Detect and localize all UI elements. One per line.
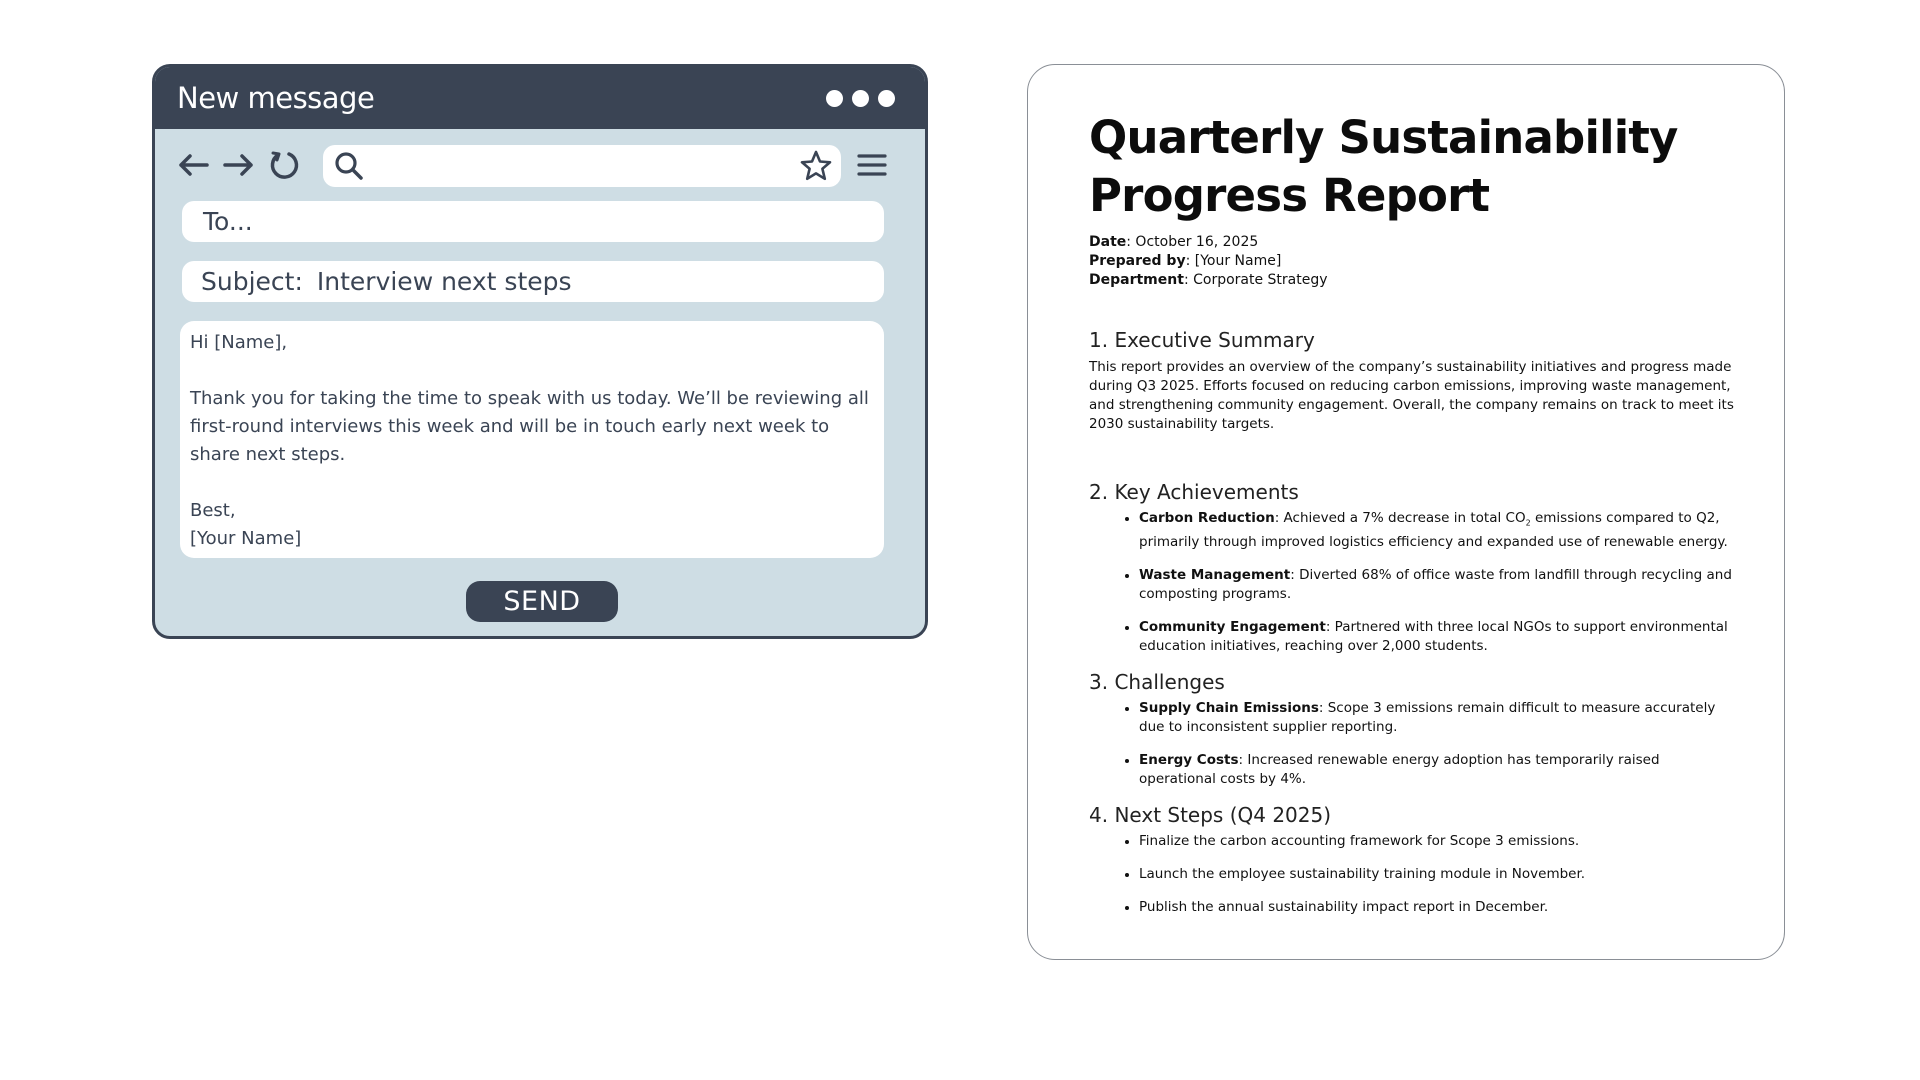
subject-label: Subject: — [201, 267, 303, 296]
forward-arrow-icon[interactable] — [219, 146, 257, 184]
body-signature: [Your Name] — [190, 528, 302, 549]
window-title: New message — [177, 81, 375, 115]
list-item — [1139, 509, 1739, 552]
meta-label: Department — [1089, 272, 1184, 288]
meta-date — [1089, 233, 1739, 252]
subject-field[interactable] — [182, 261, 884, 302]
message-body[interactable] — [180, 321, 884, 558]
to-field[interactable] — [182, 201, 884, 242]
item-text: emissions compared to Q2, primarily through improved logistics efficiency and expanded use of renewable energy. — [1139, 510, 1728, 550]
meta-value: : Corporate Strategy — [1183, 272, 1328, 288]
subject-value: Interview next steps — [316, 267, 572, 296]
challenges-list — [1089, 699, 1739, 789]
list-item: • Publish the annual sustainability impact report in December. — [1139, 898, 1739, 917]
list-item — [1139, 566, 1739, 604]
subscript: 2 — [1525, 518, 1531, 528]
email-compose-window — [152, 64, 928, 639]
summary-text: This report provides an overview of the company’s sustainability initiatives and progress made during Q3 2025. Efforts focused on reducing carbon emissions, improving waste management, and strengthening community engagement. Overall, the company remains on track to meet its 2030 sustainability targets. — [1089, 359, 1734, 432]
section-heading-summary: 1. Executive Summary — [1089, 328, 1315, 352]
refresh-icon[interactable] — [265, 146, 303, 184]
dot — [878, 90, 895, 107]
item-text: : Scope 3 emissions remain difficult to measure accurately due to inconsistent supplier reporting. — [1139, 699, 1716, 735]
section-heading-achievements: 2. Key Achievements — [1089, 480, 1299, 504]
item-label: Carbon Reduction — [1139, 510, 1275, 526]
list-item — [1139, 618, 1739, 656]
achievements-list — [1089, 509, 1739, 656]
browser-toolbar — [175, 144, 911, 188]
item-label: Community Engagement — [1139, 618, 1326, 635]
section-heading-next-steps: 4. Next Steps (Q4 2025) — [1089, 802, 1332, 827]
send-button[interactable]: SEND — [466, 581, 618, 622]
meta-prepared-by — [1089, 252, 1739, 271]
list-item — [1139, 751, 1739, 789]
item-text: : Increased renewable energy adoption has temporarily raised operational costs by 4%. — [1139, 751, 1660, 787]
item-text: : Achieved a 7% decrease in total CO — [1274, 510, 1526, 526]
next-steps-list — [1089, 832, 1739, 917]
meta-value: : October 16, 2025 — [1126, 234, 1259, 250]
report-document — [1027, 64, 1785, 960]
search-icon[interactable] — [333, 150, 365, 182]
dot — [852, 90, 869, 107]
to-placeholder: To... — [203, 207, 253, 236]
report-meta — [1089, 233, 1739, 290]
item-text: : Partnered with three local NGOs to support environmental education initiatives, reaching over 2,000 students. — [1139, 618, 1728, 654]
address-bar[interactable] — [323, 145, 841, 187]
menu-icon[interactable] — [855, 149, 889, 181]
meta-department — [1089, 271, 1739, 290]
body-paragraph: Thank you for taking the time to speak with us today. We’ll be reviewing all first-round interviews this week and will be in touch early next week to share next steps. — [190, 388, 869, 465]
title-bar — [155, 67, 925, 129]
meta-value: : [Your Name] — [1185, 253, 1282, 269]
meta-label: Prepared by — [1089, 253, 1186, 269]
report-title: Quarterly Sustainability Progress Report — [1089, 111, 1678, 222]
section-heading-challenges: 3. Challenges — [1089, 669, 1225, 694]
item-text: : Diverted 68% of office waste from landfill through recycling and composting programs. — [1139, 566, 1732, 602]
star-icon[interactable] — [799, 149, 833, 183]
list-item: • Finalize the carbon accounting framework for Scope 3 emissions. — [1139, 832, 1739, 851]
item-label: Supply Chain Emissions — [1139, 699, 1319, 716]
dot — [826, 90, 843, 107]
more-dots-icon[interactable] — [826, 90, 895, 107]
list-item: • Launch the employee sustainability training module in November. — [1139, 865, 1739, 884]
body-signoff: Best, — [190, 500, 236, 521]
item-label: Energy Costs — [1139, 751, 1239, 768]
meta-label: Date — [1089, 234, 1127, 250]
item-label: Waste Management — [1139, 566, 1291, 583]
list-item — [1139, 699, 1739, 737]
body-greeting: Hi [Name], — [190, 332, 288, 353]
back-arrow-icon[interactable] — [175, 146, 213, 184]
